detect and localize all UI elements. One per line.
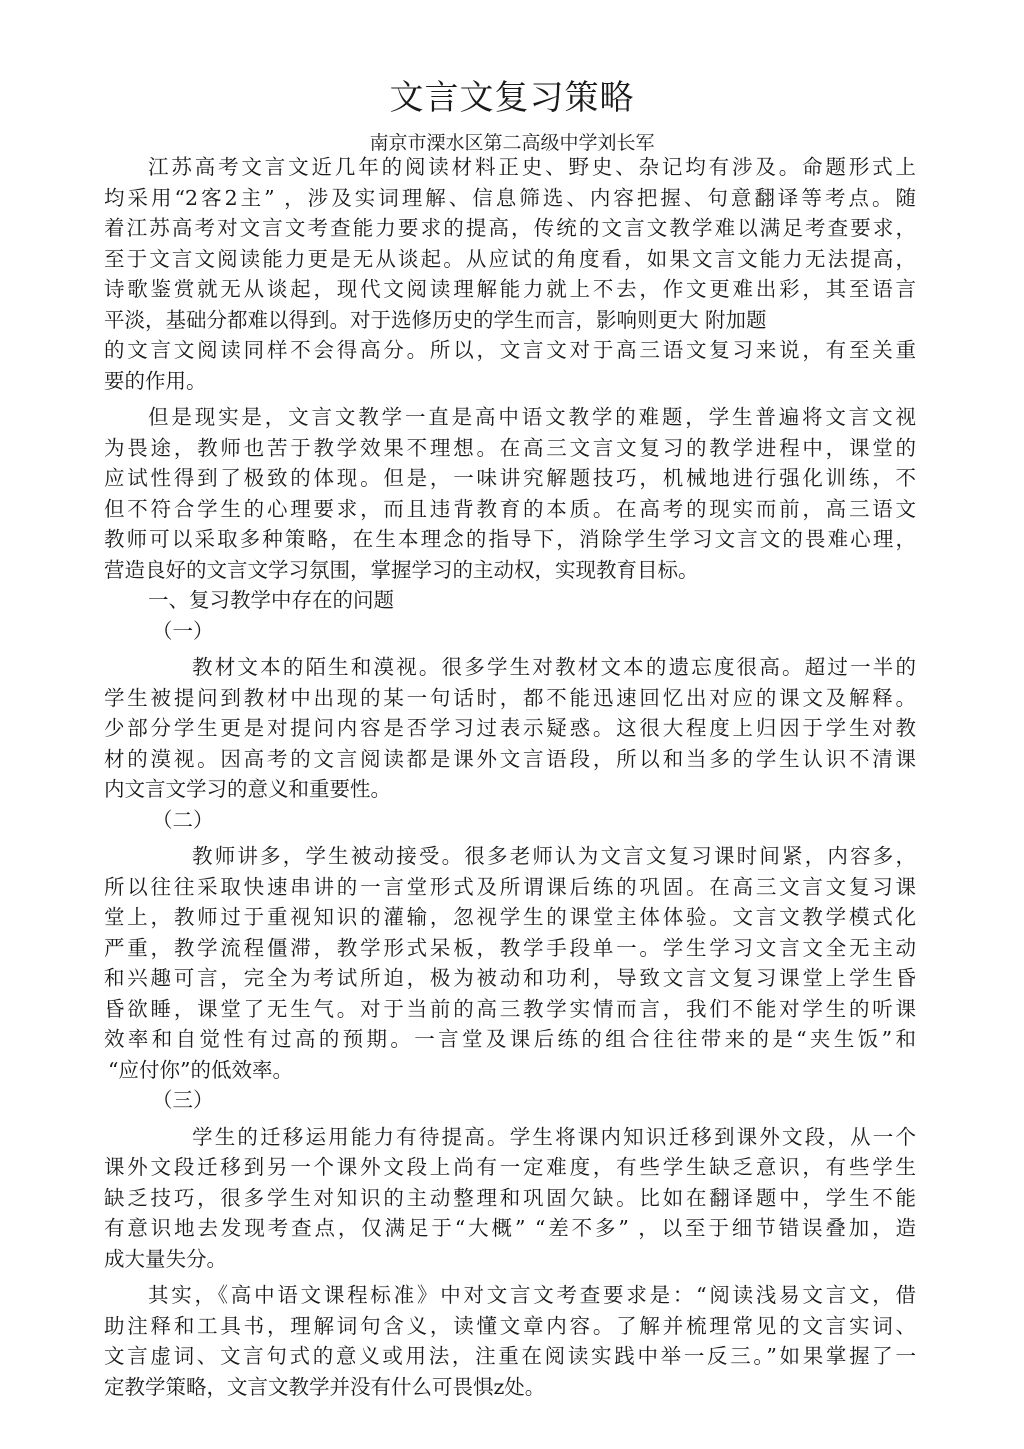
author-line: 南京市溧水区第二高级中学刘长军 [369,132,655,154]
text-line: 成大量失分。 [104,1246,227,1271]
document-body [104,152,916,1402]
text-line: 其实，《高中语文课程标准》中对文言文考查要求是：“阅读浅易文言文，借 [148,1283,916,1307]
text-line: 教师可以采取多种策略，在生本理念的指导下，消除学生学习文言文的畏难心理， [104,527,916,551]
text-line: 效率和自觉性有过高的预期。一言堂及课后练的组合往往带来的是“夹生饭”和 [104,1027,916,1051]
text-line: 一、复习教学中存在的问题 [148,588,394,612]
text-line: 营造良好的文言文学习氛围，掌握学习的主动权，实现教育目标。 [104,557,699,582]
text-line: 着江苏高考对文言文考查能力要求的提高，传统的文言文教学难以满足考查要求， [104,216,916,240]
text-line: 缺乏技巧，很多学生对知识的主动整理和巩固欠缺。比如在翻译题中，学生不能 [104,1185,916,1210]
text-line: 的文言文阅读同样不会得高分。所以，文言文对于高三语文复习来说，有至关重 [104,338,916,362]
text-line: 所以往往采取快速串讲的一言堂形式及所谓课后练的巩固。在高三文言文复习课 [104,874,916,899]
text-line: 内文言文学习的意义和重要性。 [104,777,391,801]
text-line: 和兴趣可言，完全为考试所迫，极为被动和功利，导致文言文复习课堂上学生昏 [104,966,916,990]
text-line: 课外文段迁移到另一个课外文段上尚有一定难度，有些学生缺乏意识，有些学生 [104,1155,916,1179]
text-line: 均采用“2客2主” ，涉及实词理解、信息筛选、内容把握、句意翻译等考点。随 [104,185,916,210]
text-line: （三） [152,1088,214,1112]
text-line: 助注释和工具书，理解词句含义，读懂文章内容。了解并梳理常见的文言实词、 [104,1313,916,1338]
text-line: 严重，教学流程僵滞，教学形式呆板，教学手段单一。学生学习文言文全无主动 [104,935,916,960]
text-line: 少部分学生更是对提问内容是否学习过表示疑惑。这很大程度上归因于学生对教 [104,716,916,740]
text-line: 但是现实是，文言文教学一直是高中语文教学的难题，学生普遍将文言文视 [148,405,916,429]
text-line: 但不符合学生的心理要求，而且违背教育的本质。在高考的现实而前，高三语文 [104,496,916,521]
text-line: 要的作用。 [104,368,207,393]
text-line: 平淡，基础分都难以得到。对于选修历史的学生而言，影响则更大 附加题 [104,307,767,332]
text-line: 诗歌鉴赏就无从谈起，现代文阅读理解能力就上不去，作文更难出彩，其至语言 [104,277,916,301]
text-line: （一） [152,618,214,643]
text-line: 为畏途，教师也苦于教学效果不理想。在高三文言文复习的教学进程中，课堂的 [104,435,916,460]
text-line: 应试性得到了极致的体现。但是，一味讲究解题技巧，机械地进行强化训练，不 [104,466,916,490]
text-line: 学生被提问到教材中出现的某一句话时，都不能迅速回忆出对应的课文及解释。 [104,685,916,710]
text-line: （二） [152,807,214,832]
text-line: 江苏高考文言文近几年的阅读材料正史、野史、杂记均有涉及。命题形式上 [148,155,916,179]
text-line: “应付你”的低效率。 [108,1057,293,1082]
text-line: 教师讲多，学生被动接受。很多老师认为文言文复习课时间紧，内容多， [192,844,916,868]
text-line: 有意识地去发现考查点，仅满足于“大概” “差不多” ，以至于细节错误叠加，造 [104,1216,916,1240]
text-line: 堂上，教师过于重视知识的灌输，忽视学生的课堂主体体验。文言文教学模式化 [104,905,916,929]
text-line: 材的漠视。因高考的文言阅读都是课外文言语段，所以和当多的学生认识不清课 [104,746,916,771]
document-title: 文言文复习策略 [389,78,635,118]
text-line: 教材文本的陌生和漠视。很多学生对教材文本的遗忘度很高。超过一半的 [192,655,916,679]
text-line: 文言虚词、文言句式的意义或用法，注重在阅读实践中举一反三。”如果掌握了一 [104,1344,916,1368]
text-line: 至于文言文阅读能力更是无从谈起。从应试的角度看，如果文言文能力无法提高， [104,246,916,271]
text-line: 昏欲睡，课堂了无生气。对于当前的高三教学实情而言，我们不能对学生的听课 [104,996,916,1021]
text-line: 定教学策略，文言文教学并没有什么可畏惧z处。 [104,1374,546,1399]
text-line: 学生的迁移运用能力有待提高。学生将课内知识迁移到课外文段，从一个 [192,1124,916,1149]
